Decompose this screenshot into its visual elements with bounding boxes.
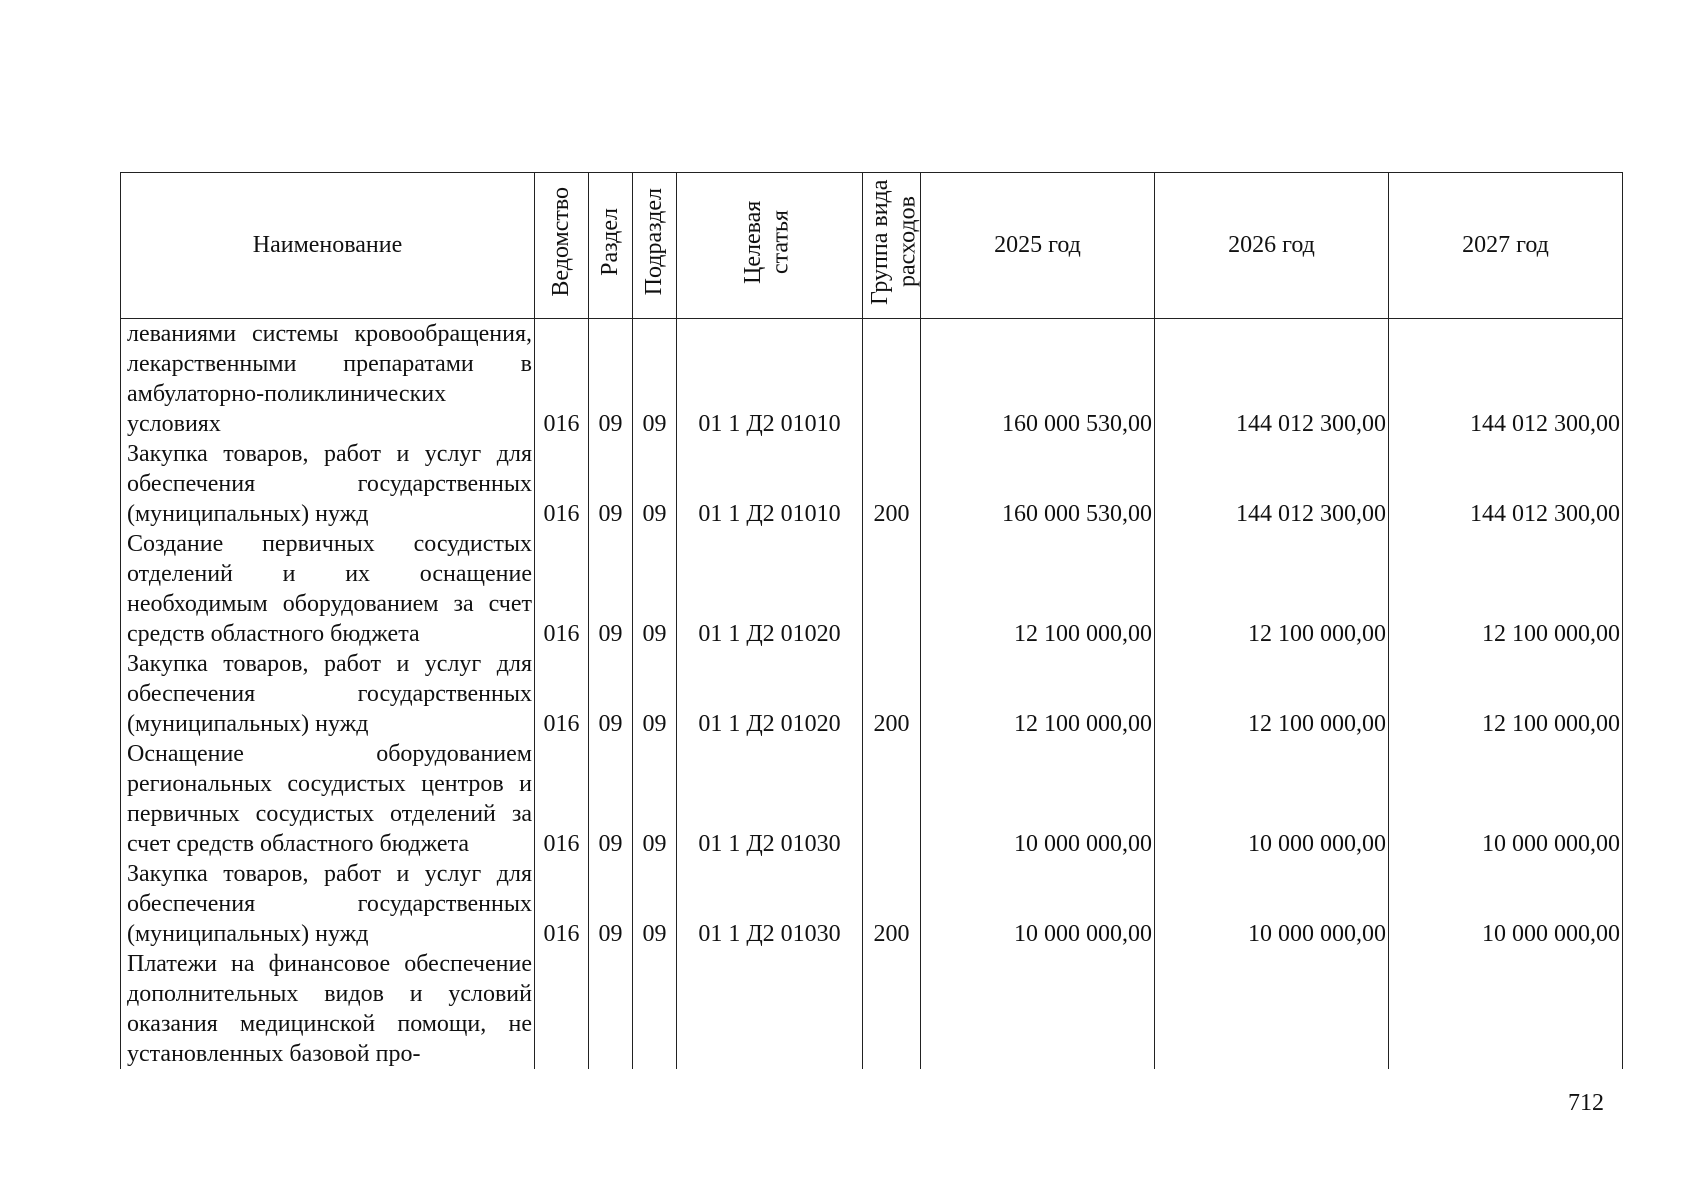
row-name: Закупка товаров, работ и услуг для обеспечения государственных (муниципальных) нужд xyxy=(121,859,535,949)
row-vedomstvo: 016 xyxy=(535,739,589,859)
table-row xyxy=(121,739,1623,859)
row-gruppa-vida xyxy=(863,739,921,859)
row-amount-2026: 10 000 000,00 xyxy=(1155,739,1389,859)
row-amount-2026: 144 012 300,00 xyxy=(1155,439,1389,529)
row-vedomstvo: 016 xyxy=(535,859,589,949)
row-name: Оснащение оборудованием региональных сосудистых центров и первичных сосудистых отделений за счет средств областного бюджета xyxy=(121,739,535,859)
row-amount-2026 xyxy=(1155,949,1389,1069)
row-celevaya-statya xyxy=(677,949,863,1069)
header-celevaya-statya: Целевая статья xyxy=(677,173,863,319)
row-gruppa-vida: 200 xyxy=(863,649,921,739)
row-amount-2027: 12 100 000,00 xyxy=(1389,529,1623,649)
row-vedomstvo: 016 xyxy=(535,529,589,649)
row-amount-2027: 10 000 000,00 xyxy=(1389,859,1623,949)
row-podrazdel xyxy=(633,949,677,1069)
header-podrazdel: Подраздел xyxy=(633,173,677,319)
row-razdel: 09 xyxy=(589,439,633,529)
header-gruppa-vida-rashodov: Группа вида расходов xyxy=(863,173,921,319)
row-razdel: 09 xyxy=(589,319,633,440)
row-amount-2027: 10 000 000,00 xyxy=(1389,739,1623,859)
row-amount-2025: 12 100 000,00 xyxy=(921,529,1155,649)
row-name: Платежи на финансовое обеспечение дополнительных видов и условий оказания медицинской помощи, не установленных базовой про- xyxy=(121,949,535,1069)
header-2026: 2026 год xyxy=(1155,173,1389,319)
row-gruppa-vida xyxy=(863,949,921,1069)
row-name: Закупка товаров, работ и услуг для обеспечения государственных (муниципальных) нужд xyxy=(121,649,535,739)
budget-table xyxy=(120,172,1623,1069)
table-row xyxy=(121,529,1623,649)
row-gruppa-vida: 200 xyxy=(863,439,921,529)
page-number: 712 xyxy=(1568,1090,1604,1116)
row-razdel: 09 xyxy=(589,649,633,739)
row-amount-2026: 144 012 300,00 xyxy=(1155,319,1389,440)
row-podrazdel: 09 xyxy=(633,529,677,649)
row-celevaya-statya: 01 1 Д2 01020 xyxy=(677,649,863,739)
row-vedomstvo: 016 xyxy=(535,439,589,529)
header-razdel: Раздел xyxy=(589,173,633,319)
row-vedomstvo: 016 xyxy=(535,319,589,440)
table-row xyxy=(121,859,1623,949)
row-amount-2026: 12 100 000,00 xyxy=(1155,529,1389,649)
row-podrazdel: 09 xyxy=(633,439,677,529)
table-row xyxy=(121,649,1623,739)
row-razdel: 09 xyxy=(589,739,633,859)
row-gruppa-vida xyxy=(863,529,921,649)
row-razdel: 09 xyxy=(589,529,633,649)
row-podrazdel: 09 xyxy=(633,649,677,739)
row-amount-2025: 10 000 000,00 xyxy=(921,739,1155,859)
table-row xyxy=(121,319,1623,440)
row-amount-2026: 10 000 000,00 xyxy=(1155,859,1389,949)
row-celevaya-statya: 01 1 Д2 01030 xyxy=(677,859,863,949)
row-amount-2027 xyxy=(1389,949,1623,1069)
header-row xyxy=(121,173,1623,319)
row-vedomstvo: 016 xyxy=(535,649,589,739)
table-row xyxy=(121,949,1623,1069)
row-name: леваниями системы кровообращения, лекарственными препаратами в амбулаторно-поликлинических условиях xyxy=(121,319,535,440)
row-razdel xyxy=(589,949,633,1069)
row-amount-2025: 10 000 000,00 xyxy=(921,859,1155,949)
row-podrazdel: 09 xyxy=(633,859,677,949)
row-celevaya-statya: 01 1 Д2 01010 xyxy=(677,319,863,440)
row-celevaya-statya: 01 1 Д2 01030 xyxy=(677,739,863,859)
row-name: Закупка товаров, работ и услуг для обеспечения государственных (муниципальных) нужд xyxy=(121,439,535,529)
header-vedomstvo: Ведомство xyxy=(535,173,589,319)
row-celevaya-statya: 01 1 Д2 01020 xyxy=(677,529,863,649)
table-row xyxy=(121,439,1623,529)
row-amount-2025: 160 000 530,00 xyxy=(921,439,1155,529)
header-2027: 2027 год xyxy=(1389,173,1623,319)
row-razdel: 09 xyxy=(589,859,633,949)
row-amount-2027: 144 012 300,00 xyxy=(1389,319,1623,440)
row-amount-2027: 144 012 300,00 xyxy=(1389,439,1623,529)
row-podrazdel: 09 xyxy=(633,319,677,440)
row-amount-2025: 12 100 000,00 xyxy=(921,649,1155,739)
row-gruppa-vida: 200 xyxy=(863,859,921,949)
row-vedomstvo xyxy=(535,949,589,1069)
header-2025: 2025 год xyxy=(921,173,1155,319)
row-gruppa-vida xyxy=(863,319,921,440)
row-amount-2026: 12 100 000,00 xyxy=(1155,649,1389,739)
header-name: Наименование xyxy=(121,173,535,319)
row-podrazdel: 09 xyxy=(633,739,677,859)
row-amount-2025 xyxy=(921,949,1155,1069)
row-celevaya-statya: 01 1 Д2 01010 xyxy=(677,439,863,529)
row-name: Создание первичных сосудистых отделений и их оснащение необходимым оборудованием за счет средств областного бюджета xyxy=(121,529,535,649)
row-amount-2025: 160 000 530,00 xyxy=(921,319,1155,440)
row-amount-2027: 12 100 000,00 xyxy=(1389,649,1623,739)
